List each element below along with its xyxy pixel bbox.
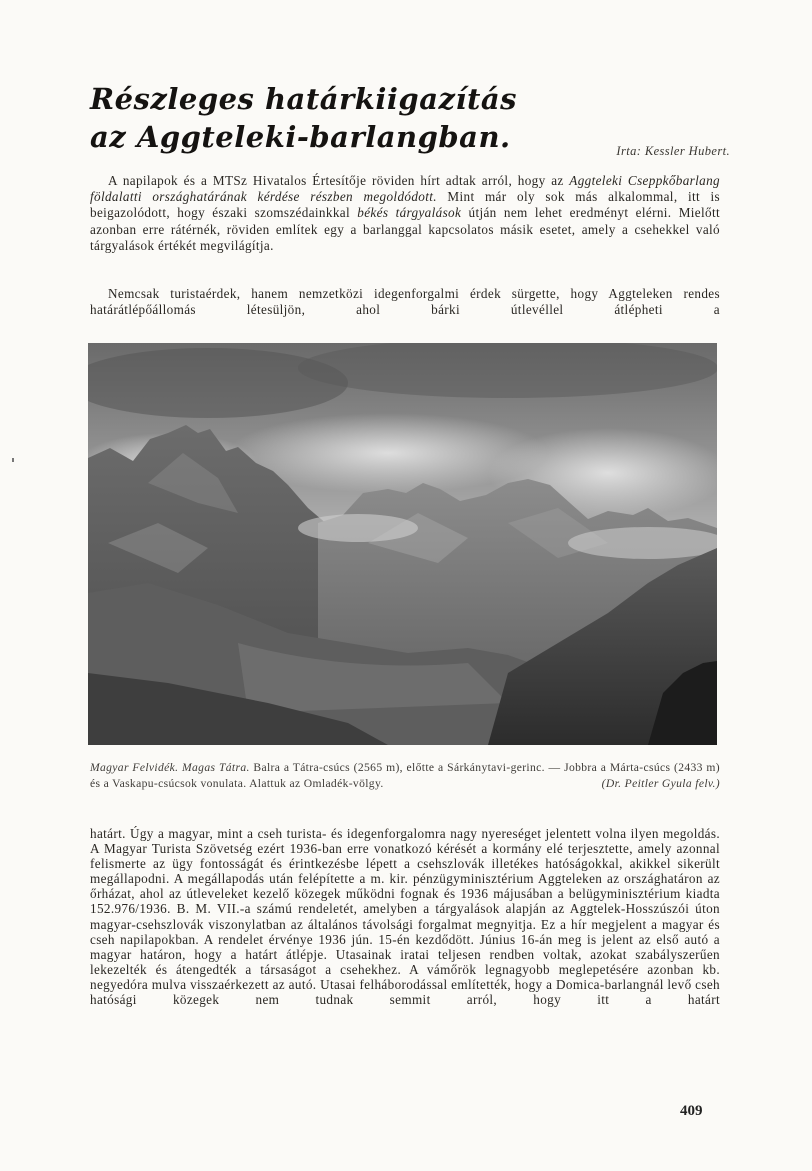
article-title-line-2: az Aggteleki-barlangban. — [90, 120, 511, 154]
photo-caption — [90, 760, 720, 791]
tatra-landscape-image — [88, 343, 717, 745]
photo-credit: (Dr. Peitler Gyula felv.) — [601, 776, 720, 790]
intro-text-2: Mint már oly sok más alkalommal, itt is beigazolódott, hogy északi szomszédainkkal — [90, 189, 721, 221]
author-byline: Irta: Kessler Hubert. — [616, 144, 730, 158]
caption-place: Magyar Felvidék. Magas Tátra. — [90, 761, 250, 774]
article-title-line-1: Részleges határkiigazítás — [90, 82, 517, 116]
intro-paragraph — [90, 173, 720, 254]
article-header — [90, 82, 730, 162]
third-paragraph: határt. Úgy a magyar, mint a cseh turista- és idegenforgalomra nagy nyereséget jelentett volna ilyen megoldás. A Magyar Turista Szövetség ezért 1936-ban erre vonatkozó kérését a kormány elé terjesztette, amely azonnal felismerte az ügy fontosságát és érintkezésbe lépett a csehszlovák illetékes hatóságokkal, akikkel sikerült megállapodni. A megállapodás után felépítette a m. kir. pénzügyminisztérium Aggteleken az országhatáron az őrházat, ahol az útleveleket kezelő közegek működni fognak és 1936 májusában a belügyminisztérium kiadta 152.976/1936. B. M. VII.-a számú rendeletét, amelyben a tárgyalások alapján az Aggtelek-Hosszúszói úton magyar-csehszlovák viszonylatban az általános távolsági forgalmat megnyitja. Ez a hír megjelent a magyar és cseh napilapokban. A rendelet érvénye 1936 jún. 15-én kezdődött. Június 16-án meg is jelent az első autó a magyar határon, hogy a határt átlépje. Utasainak iratai teljesen rendben voltak, azokat szabályszerűen lekezelték és átengedték a társaságot a csehekhez. A vámőrök legnagyobb meglepetésére azonban kb. negyedóra mulva visszaérkezett az autó. Utasai felháborodással említették, hogy a Domica-barlangnál levő cseh hatósági közegek nem tudnak semmit arról, hogy itt a határt — [90, 826, 720, 1008]
caption-text: Balra a Tátra-csúcs (2565 m), előtte a Sárkánytavi-gerinc. — Jobbra a Márta-csúcs (2433 m) és a Vaskapu-csúcsok vonulata. Alattuk az Omladék-völgy. — [90, 761, 720, 790]
intro-italic-1: Aggteleki Cseppkőbarlang földalatti országhatárának kérdése részben megoldódott. — [90, 173, 720, 205]
intro-text-1: A napilapok és a MTSz Hivatalos Értesítője röviden hírt adtak arról, hogy az — [108, 173, 570, 188]
intro-italic-2: békés tárgyalások — [357, 205, 462, 221]
margin-mark — [12, 458, 14, 462]
page-number: 409 — [680, 1103, 703, 1119]
second-paragraph: Nemcsak turistaérdek, hanem nemzetközi idegenforgalmi érdek sürgette, hogy Aggteleken rendes határátlépőállomás létesüljön, ahol bárki útlevéllel átlépheti a — [90, 286, 720, 318]
mountain-photograph — [88, 343, 717, 745]
intro-text-3: útján nem lehet eredményt elérni. Mielőtt azonban erre rátérnék, röviden említek egy a barlanggal kapcsolatos másik esetet, amely a csehekkel való tárgyalások értékét megvilágítja. — [90, 205, 721, 253]
